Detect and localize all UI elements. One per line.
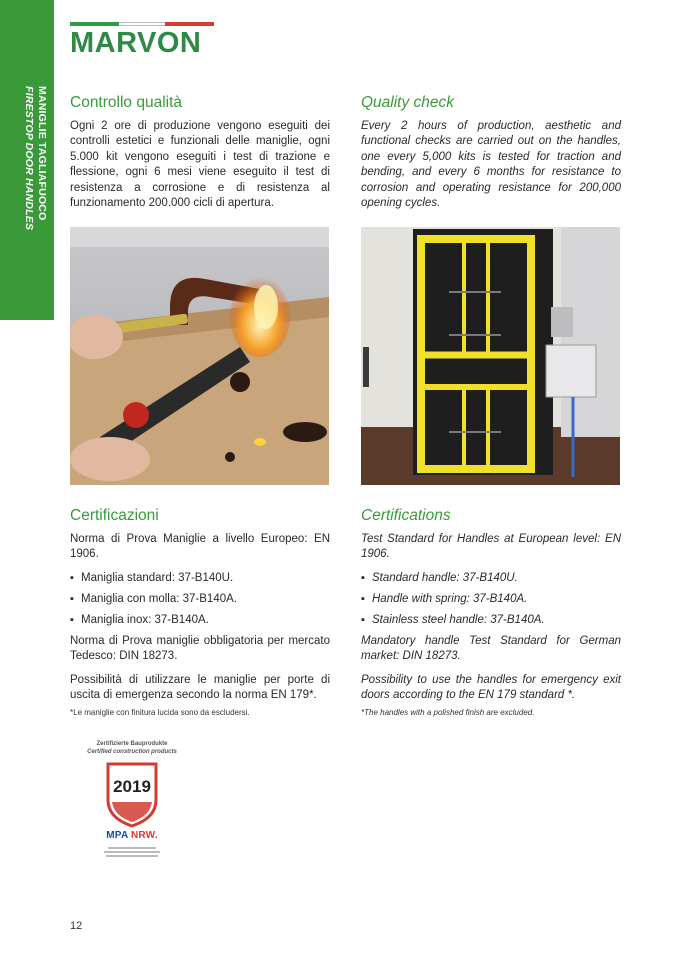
mpa-label: MPA <box>106 830 128 841</box>
mpa-nrw-label <box>78 830 186 841</box>
cert-item-en: ▪ Standard handle: 37-B140U. <box>361 571 621 586</box>
cert-year: 2019 <box>113 777 151 796</box>
certification-badge-icon <box>102 760 162 828</box>
page-number: 12 <box>70 920 83 932</box>
quality-heading-it: Controllo qualità <box>70 94 183 111</box>
cert-item-en: ▪ Stainless steel handle: 37-B140A. <box>361 613 621 628</box>
quality-heading-en: Quality check <box>361 94 455 111</box>
cert-list-it <box>70 571 330 628</box>
cert-footnote-it: *Le maniglie con finitura lucida sono da escludersi. <box>70 708 250 718</box>
cert-item-it: ▪ Maniglia con molla: 37-B140A. <box>70 592 330 607</box>
cert-fine-print-lines <box>78 845 186 859</box>
side-tab-line-en: FIRESTOP DOOR HANDLES <box>23 86 35 231</box>
quality-body-it: Ogni 2 ore di produzione vengono eseguiti dei controlli estetici e funzionali delle maniglie, ogni 5.000 kit vengono eseguiti i test di trazione e flessione, ogni 6 mesi viene eseguito il test di resistenza a corrosione e di resistenza al funzionamento 200.000 cicli di apertura. <box>70 120 330 210</box>
side-tab-text <box>4 86 50 306</box>
cert-item-it: ▪ Maniglia inox: 37-B140A. <box>70 613 330 628</box>
side-tab-line-it: MANIGLIE TAGLIAFUOCO <box>36 86 48 221</box>
side-section-tab <box>0 0 54 320</box>
mpa-nrw-certification-mark <box>78 740 186 870</box>
brand-logo <box>70 22 214 62</box>
certifications-heading-en: Certifications <box>361 507 451 524</box>
cert-german-en: Mandatory handle Test Standard for German market: DIN 18273. <box>361 634 621 663</box>
nrw-label: NRW. <box>130 830 158 841</box>
cert-mark-line-de: Zertifizierte Bauprodukte <box>96 741 168 747</box>
quality-body-en: Every 2 hours of production, aesthetic and functional checks are carried out on the handles, one every 5,000 kits is tested for traction and bending, and every 6 months for resistance to corrosion and operating resistance for 200,000 opening cycles. <box>361 120 621 210</box>
quality-section-en <box>361 93 621 211</box>
cert-intro-en: Test Standard for Handles at European level: EN 1906. <box>361 533 621 561</box>
cert-mark-line-en: Certified construction products <box>87 749 177 755</box>
brand-name: MARVON <box>70 27 202 59</box>
cert-german-it: Norma di Prova maniglie obbligatoria per mercato Tedesco: DIN 18273. <box>70 634 330 663</box>
cert-item-it: ▪ Maniglia standard: 37-B140U. <box>70 571 330 586</box>
quality-section-it <box>70 93 330 211</box>
door-test-rig-photo <box>361 227 620 485</box>
cert-list-en <box>361 571 621 628</box>
cert-emergency-en: Possibility to use the handles for emergency exit doors according to the EN 179 standard *. <box>361 673 621 702</box>
cert-intro-it: Norma di Prova Maniglie a livello Europeo: EN 1906. <box>70 533 330 561</box>
certifications-heading-it: Certificazioni <box>70 507 159 524</box>
certifications-section-en <box>361 506 621 718</box>
cert-footnote-en: *The handles with a polished finish are excluded. <box>361 708 535 718</box>
certifications-section-it <box>70 506 330 718</box>
cert-emergency-it: Possibilità di utilizzare le maniglie per porte di uscita di emergenza secondo la norma EN 179*. <box>70 673 330 702</box>
italian-flag-bar <box>70 22 214 26</box>
cert-item-en: ▪ Handle with spring: 37-B140A. <box>361 592 621 607</box>
flame-test-photo <box>70 227 329 485</box>
